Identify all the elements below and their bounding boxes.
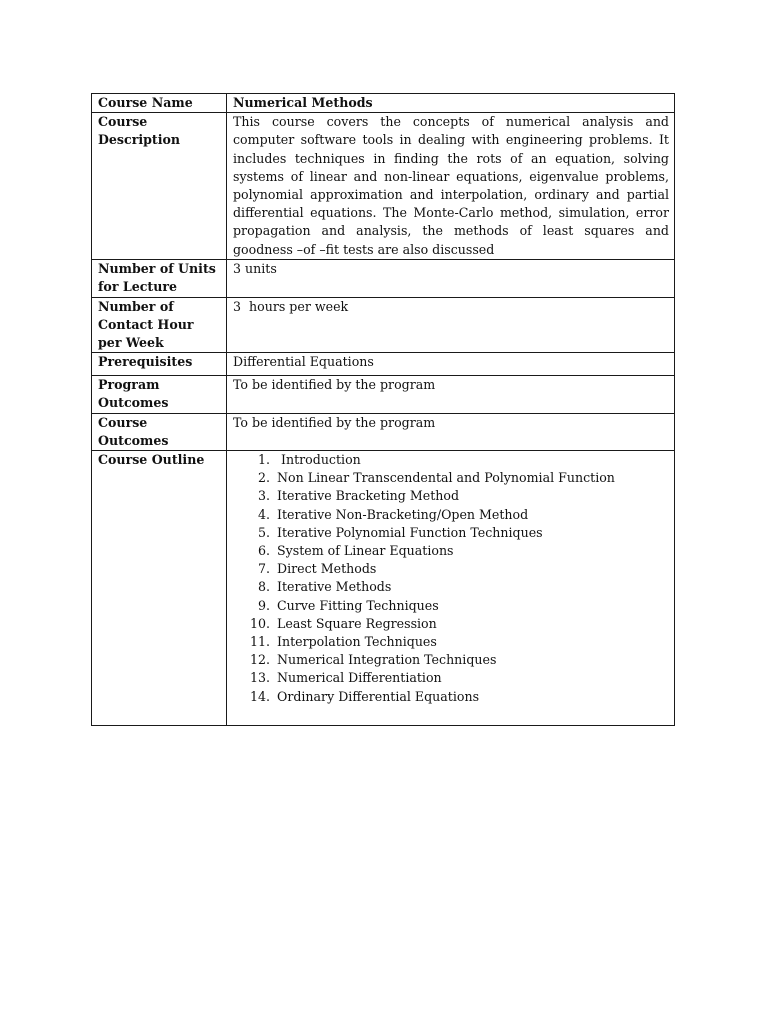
list-item-number: 4. [257, 506, 270, 522]
list-item-number: 14. [249, 688, 270, 704]
list-item [233, 669, 669, 687]
list-item-number: 7. [257, 561, 270, 577]
list-item-number: 10. [249, 615, 270, 631]
list-item-number: 2. [257, 470, 270, 486]
list-item-text: Non Linear Transcendental and Polynomial Function [277, 470, 615, 486]
row-contact-hours [92, 297, 675, 353]
list-item-text: Interpolation Techniques [277, 634, 437, 650]
course-outcomes-value: To be identified by the program [227, 413, 675, 450]
list-item-text: Least Square Regression [277, 615, 437, 631]
row-course-outcomes [92, 413, 675, 450]
program-outcomes-label: Program Outcomes [92, 376, 227, 413]
list-item-number: 1. [257, 452, 270, 468]
course-description-label: Course Description [92, 113, 227, 260]
list-item-text: Curve Fitting Techniques [277, 597, 439, 613]
row-units-lecture [92, 260, 675, 297]
list-item [233, 560, 669, 578]
list-item-text: Numerical Differentiation [277, 670, 442, 686]
list-item [233, 542, 669, 560]
list-item-number: 3. [257, 488, 270, 504]
list-item-number: 12. [249, 652, 270, 668]
units-lecture-value: 3 units [227, 260, 675, 297]
row-course-description [92, 113, 675, 260]
prerequisites-value: Differential Equations [227, 353, 675, 376]
list-item [233, 688, 669, 706]
list-item-number: 6. [257, 543, 270, 559]
list-item-number: 5. [257, 524, 270, 540]
list-item-number: 11. [249, 634, 270, 650]
contact-hours-value: 3 hours per week [227, 297, 675, 353]
list-item-text: Direct Methods [277, 561, 377, 577]
course-outline-value [227, 451, 675, 726]
course-name-value: Numerical Methods [227, 94, 675, 113]
program-outcomes-value: To be identified by the program [227, 376, 675, 413]
row-course-name [92, 94, 675, 113]
course-outline-label: Course Outline [92, 451, 227, 726]
prerequisites-label: Prerequisites [92, 353, 227, 376]
list-item [233, 578, 669, 596]
course-outline-list [233, 451, 669, 706]
units-lecture-label: Number of Units for Lecture [92, 260, 227, 297]
list-item-text: Iterative Bracketing Method [277, 488, 460, 504]
row-course-outline [92, 451, 675, 726]
list-item [233, 506, 669, 524]
list-item-text: Introduction [277, 452, 361, 468]
course-syllabus-table [91, 93, 675, 726]
list-item-number: 9. [257, 597, 270, 613]
list-item [233, 451, 669, 469]
list-item [233, 597, 669, 615]
list-item [233, 615, 669, 633]
list-item-number: 8. [257, 579, 270, 595]
list-item-text: Iterative Polynomial Function Techniques [277, 524, 543, 540]
list-item [233, 633, 669, 651]
list-item [233, 487, 669, 505]
list-item-text: System of Linear Equations [277, 543, 454, 559]
list-item-text: Numerical Integration Techniques [277, 652, 497, 668]
list-item [233, 524, 669, 542]
course-description-value: This course covers the concepts of numerical analysis and computer software tools in dealing with engineering problems. It includes techniques in finding the rots of an equation, solving systems of linear and non-linear equations, eigenvalue problems, polynomial approximation and interpolation, ordinary and partial differential equations. The Monte-Carlo method, simulation, error propagation and analysis, the methods of least squares and goodness –of –fit tests are also discussed [227, 113, 675, 260]
list-item [233, 651, 669, 669]
row-program-outcomes [92, 376, 675, 413]
list-item [233, 469, 669, 487]
list-item-text: Iterative Methods [277, 579, 392, 595]
course-name-label: Course Name [92, 94, 227, 113]
list-item-number: 13. [249, 670, 270, 686]
list-item-text: Ordinary Differential Equations [277, 688, 480, 704]
course-outcomes-label: Course Outcomes [92, 413, 227, 450]
contact-hours-label: Number of Contact Hour per Week [92, 297, 227, 353]
list-item-text: Iterative Non-Bracketing/Open Method [277, 506, 529, 522]
row-prerequisites [92, 353, 675, 376]
